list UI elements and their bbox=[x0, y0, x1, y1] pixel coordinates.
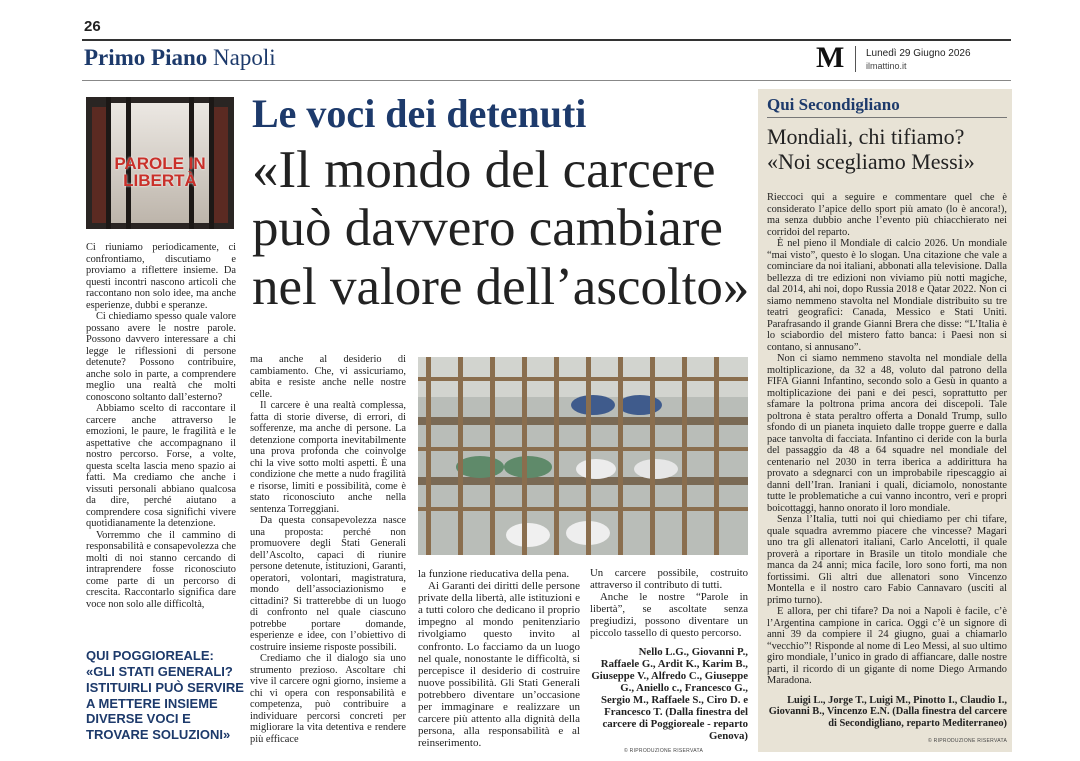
paragraph: Rieccoci qui a seguire e commentare quel che è considerato l’apice dello sport più amato (lo è ancora!), ma senza dubbio anche l’evento più chiacchierato nei corridoi del reparto. bbox=[767, 192, 1007, 238]
page-number: 26 bbox=[84, 18, 101, 35]
sidebar-text bbox=[767, 192, 1007, 729]
website: ilmattino.it bbox=[866, 61, 907, 71]
kicker: Le voci dei detenuti bbox=[252, 91, 587, 136]
paragraph: Vorremmo che il cammino di responsabilità e consapevolezza che molti di noi stanno cercando di intraprendere fosse riconosciuto come parte di un percorso di crescita. Raccontarlo significa dare voce non solo alle difficoltà, bbox=[86, 529, 236, 610]
sidebar-signature: Luigi L., Jorge T., Luigi M., Pinotto I., Claudio I., Giovanni B., Vincenzo E.N. (Dalla finestra del carcere di Secondigliano, reparto Mediterraneo) bbox=[768, 694, 1007, 729]
sidebar-rule bbox=[767, 117, 1007, 118]
section-title bbox=[84, 45, 276, 71]
bar bbox=[209, 97, 214, 229]
sidebar-label: Qui Secondigliano bbox=[767, 95, 900, 114]
issue-date: Lunedì 29 Giugno 2026 bbox=[866, 48, 971, 59]
paragraph: Da questa consapevolezza nasce una proposta: perché non promuovere degli Stati Generali dell’Ascolto, capaci di riunire persone detenute, istituzioni, Garanti, operatori, volontari, magistratura, mondo dell’associazionismo e cittadini? Si tratterebbe di un luogo di confronto nel quale ciascuno potrebbe portare domande, esperienze e idee, con l’obiettivo di costruire insieme risposte possibili. bbox=[250, 515, 406, 653]
paragraph: Abbiamo scelto di raccontare il carcere anche attraverso le emozioni, le paure, le fragilità e le aspettative che accompagnano il nostro percorso. Forse, a volte, questa scelta lascia meno spazio ai fatti. Ma crediamo che anche i vissuti personali abbiano qualcosa da dire, perché aiutano a comprendere cosa significhi vivere quotidianamente la detenzione. bbox=[86, 403, 236, 529]
paragraph: Ci chiediamo spesso quale valore possano avere le nostre parole. Possono davvero interessare a chi legge le riflessioni di persone detenute? Possono contribuire, anche solo in parte, a comprendere meglio una realtà che molti conoscono soltanto dall’esterno? bbox=[86, 311, 236, 403]
article-signature: Nello L.G., Giovanni P., Raffaele G., Ardit K., Karim B., Giuseppe V., Alfredo C., Giuseppe G., Aniello c., Francesco G., Sergio M., Raffaele S., Ciro D. e Francesco T. (Dalla finestra del carcere di Poggioreale - reparto Genova) bbox=[591, 646, 748, 742]
article-column-3 bbox=[418, 568, 580, 749]
header-rule bbox=[82, 39, 1011, 41]
logo-divider bbox=[855, 46, 856, 72]
paragraph: Ci riuniamo periodicamente, ci confrontiamo, discutiamo e proviamo a riflettere insieme. Da questi incontri nascono articoli che raccontano non solo idee, ma anche esperienze, dubbi e speranze. bbox=[86, 242, 236, 311]
article-column-4 bbox=[590, 568, 748, 743]
article-column-1 bbox=[86, 242, 236, 610]
article-column-2 bbox=[250, 354, 406, 745]
copyright: © RIPRODUZIONE RISERVATA bbox=[624, 748, 704, 754]
pull-quote: QUI POGGIOREALE: «GLI STATI GENERALI? ISTITUIRLI PUÒ SERVIRE A METTERE INSIEME DIVERSE VOCI E TROVARE SOLUZIONI» bbox=[86, 648, 244, 743]
headline: «Il mondo del carcere può davvero cambiare nel valore dell’ascolto» bbox=[252, 141, 750, 316]
paragraph: Anche le nostre “Parole in libertà”, se ascoltate senza pregiudizi, possono diventare un piccolo tassello di questo percorso. bbox=[590, 590, 748, 639]
newspaper-logo: M bbox=[816, 41, 845, 74]
section-sub: Napoli bbox=[213, 45, 276, 70]
sidebar-title: Mondiali, chi tifiamo? «Noi scegliamo Messi» bbox=[767, 124, 975, 174]
paragraph: ma anche al desiderio di cambiamento. Che, vi assicuriamo, abita e resiste anche nelle nostre celle. bbox=[250, 354, 406, 400]
header-bottom-rule bbox=[82, 80, 1011, 81]
paragraph: Ai Garanti dei diritti delle persone private della libertà, alle istituzioni e a tutti coloro che dedicano il proprio impegno al mondo penitenziario rivolgiamo questo invito al confronto. Lo facciamo da un luogo nel quale, nonostante le difficoltà, si percepisce il desiderio di costruire nuove possibilità. Gli Stati Generali potrebbero diventare un’occasione per immaginare e realizzare un carcere più attento alla dignità della persona, alla responsabilità e al reinserimento. bbox=[418, 580, 580, 750]
shoes-behind-bars-illustration bbox=[418, 357, 748, 555]
paragraph: Senza l’Italia, tutti noi qui chiediamo per chi tifare, quale squadra avremmo piacere che vincesse? Magari uno tra gli allenatori italiani, Carlo Ancelotti, il quale proverà a riportare in Brasile un titolo mondiale che manca da 24 anni; mica facile, loro sono forti, ma non fortissimi. Gli altri due allenatori sono Vincenzo Montella e il nostro caro Fabio Cannavaro (usciti al primo turno). bbox=[767, 514, 1007, 606]
paragraph: Non ci siamo nemmeno stavolta nel mondiale della moltiplicazione, da 32 a 48, voluto dal patrono della FIFA Gianni Infantino, secondo solo a Gesù in quanto a moltiplicazione dei pani e dei pesci, soprattutto per sfamare la poltrona prima ancora dei discepoli. Tale poltrona è stata peraltro offerta a Donald Trump, sullo sfondo di un pianeta inquieto dalle troppe guerre e dalla pace tanvolta di facciata. Infantino ci deride con la burla del passaggio da 48 a 64 squadre nel mondiale del centenario nel 2030 in terra iberica a addirittura ha provato a sdegnarci con un improbabile ripescaggio ai danni dell’Iran. Iraniani i quali, diciamolo, nonostante tutte le problematiche a cui vanno incontro, veri e propri boicottaggi, hanno onorato il loro mondiale. bbox=[767, 353, 1007, 514]
column-logo-image bbox=[86, 97, 234, 229]
image-label: PAROLE IN LIBERTÀ bbox=[114, 154, 206, 190]
paragraph: E allora, per chi tifare? Da noi a Napoli è facile, c’è l’Argentina campione in carica. Oggi c’è un signore di anni 39 da compiere il 24 giugno, guai a chiamarlo “vecchio”! Risponde al nome di Leo Messi, al suo ultimo giro mondiale, l’unico in grado di affiancare, dalle nostre parti, il ricordo di un gigante di nome Diego Armando Maradona. bbox=[767, 606, 1007, 686]
section-main: Primo Piano bbox=[84, 45, 208, 70]
paragraph: Un carcere possibile, costruito attraverso il contributo di tutti. bbox=[590, 567, 748, 591]
paragraph: Crediamo che il dialogo sia uno strumento prezioso. Ascoltare chi vive il carcere ogni giorno, insieme a chi vi opera con responsabilità e competenza, può contribuire a individuare percorsi concreti per migliorare la vita detentiva e rendere più efficace bbox=[250, 653, 406, 745]
shoes-photo bbox=[418, 357, 748, 555]
sidebar-copyright: © RIPRODUZIONE RISERVATA bbox=[928, 738, 1008, 744]
bar bbox=[106, 97, 111, 229]
cell-door-right bbox=[212, 107, 228, 223]
paragraph: Il carcere è una realtà complessa, fatta di storie diverse, di errori, di sofferenze, ma anche di persone. La detenzione comporta inevitabilmente una prova profonda che coinvolge chi la vive sotto molti aspetti. È una condizione che mette a nudo fragilità e risorse, limiti e possibilità, come è stato riconosciuto anche nella sentenza Torreggiani. bbox=[250, 400, 406, 515]
paragraph: la funzione rieducativa della pena. bbox=[418, 568, 570, 580]
paragraph: È nel pieno il Mondiale di calcio 2026. Un mondiale “mai visto”, questo è lo slogan. Una citazione che vale a cominciare da noi italiani, abbonati alla televisione. Dalla bellezza di tre edizioni non viviamo più notti magiche, dal 2014, ahi noi, dopo Russia 2018 e Qatar 2022. Non ci siamo nemmeno stavolta nel Mondiale distribuito su tre teatri geografici: Canada, Messico e Stati Uniti. Parafrasando il grande Gianni Brera che disse: “L’Italia è lo sciabordio del mistero fatto banca: i Paesi non si contano, si annusano”. bbox=[767, 238, 1007, 353]
